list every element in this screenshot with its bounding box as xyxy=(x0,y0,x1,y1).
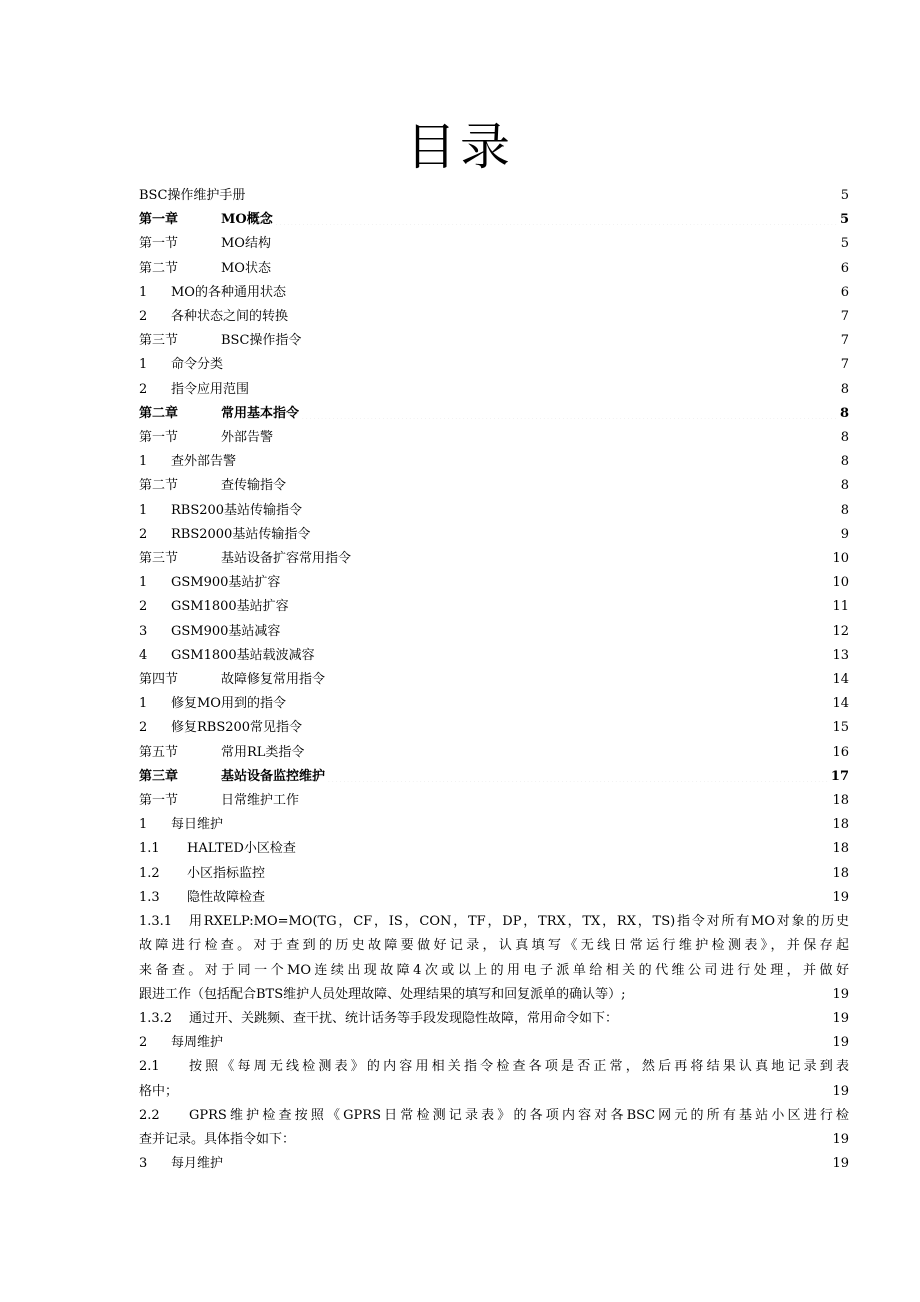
toc-page-number: 19 xyxy=(832,1131,849,1147)
toc-paragraph-text: 故障进行检查。对于查到的历史故障要做好记录，认真填写《无线日常运行维护检测表》，并保存起 xyxy=(139,938,849,954)
toc-page-number: 8 xyxy=(840,454,849,470)
dot-leader xyxy=(290,309,837,322)
toc-entry-number: 2 xyxy=(139,381,148,397)
toc-entry-number: 1 xyxy=(139,357,148,373)
toc-entry[interactable] xyxy=(139,789,849,813)
toc-entry-number: 1.1 xyxy=(139,841,160,857)
dot-leader xyxy=(225,1156,830,1169)
toc-entry[interactable] xyxy=(139,257,849,281)
toc-entry[interactable] xyxy=(139,232,849,256)
toc-page-number: 19 xyxy=(832,1156,849,1172)
toc-page-number: 6 xyxy=(840,284,849,300)
toc-page-number: 5 xyxy=(840,236,849,252)
toc-page-number: 7 xyxy=(840,357,849,373)
toc-page-number: 18 xyxy=(832,817,849,833)
toc-entry-text: 查外部告警 xyxy=(171,454,237,470)
toc-page-number: 10 xyxy=(832,551,849,567)
toc-page-number: 11 xyxy=(832,599,849,615)
toc-entry-text: MO概念 xyxy=(221,212,273,228)
toc-page-number: 8 xyxy=(840,502,849,518)
toc-entry-number: 第三节 xyxy=(139,551,179,567)
dot-leader xyxy=(267,866,830,879)
toc-entry-text: 隐性故障检查 xyxy=(187,889,266,905)
toc-page-number: 19 xyxy=(832,986,849,1002)
toc-entry[interactable] xyxy=(139,644,849,668)
toc-entry[interactable] xyxy=(139,620,849,644)
dot-leader xyxy=(298,841,831,854)
toc-paragraph-line xyxy=(139,934,849,958)
toc-entry-text: GSM1800基站载波减容 xyxy=(171,647,315,663)
dot-leader xyxy=(273,236,837,249)
toc-page-number: 19 xyxy=(832,1083,849,1099)
toc-page-number: 8 xyxy=(840,381,849,397)
dot-leader xyxy=(304,503,837,516)
toc-paragraph-line xyxy=(139,1055,849,1079)
toc-paragraph-last-line xyxy=(139,1128,849,1152)
dot-leader xyxy=(225,357,837,370)
toc-entry-number: 2 xyxy=(139,720,148,736)
toc-entry-number: 1 xyxy=(139,575,148,591)
dot-leader xyxy=(304,720,830,733)
toc-paragraph-text: 通过开、关跳频、查干扰、统计话务等手段发现隐性故障，常用命令如下： xyxy=(189,1010,619,1026)
toc-paragraph-entry[interactable] xyxy=(139,1055,849,1103)
dot-leader xyxy=(297,1132,830,1145)
toc-page-number: 9 xyxy=(840,526,849,542)
toc-page-number: 7 xyxy=(840,333,849,349)
toc-entry-text: 各种状态之间的转换 xyxy=(171,309,289,325)
toc-paragraph-line xyxy=(139,910,849,934)
toc-entry[interactable] xyxy=(139,547,849,571)
dot-leader xyxy=(317,648,831,661)
toc-page-number: 7 xyxy=(840,309,849,325)
toc-title: 目录 xyxy=(406,118,514,176)
toc-entry-text: 查传输指令 xyxy=(221,478,287,494)
toc-entry-number: 第一节 xyxy=(139,793,179,809)
toc-entry-text: BSC操作维护手册 xyxy=(139,188,246,203)
toc-entry-text: 外部告警 xyxy=(221,430,274,446)
toc-entry-number: 2.2 xyxy=(139,1107,160,1123)
dot-leader xyxy=(288,478,837,491)
toc-entry-text: MO状态 xyxy=(221,260,271,276)
toc-entry[interactable] xyxy=(139,402,849,426)
toc-page-number: 13 xyxy=(832,647,849,663)
toc-entry-text: 小区指标监控 xyxy=(187,865,266,881)
toc-paragraph-text: 来备查。对于同一个MO连续出现故障4次或以上的用电子派单给相关的代维公司进行处理，并做好 xyxy=(139,962,849,978)
dot-leader xyxy=(288,285,837,298)
toc-page-number: 16 xyxy=(832,744,849,760)
dot-leader xyxy=(301,793,830,806)
toc-entry-number: 3 xyxy=(139,1156,148,1172)
toc-entry-number: 1.3 xyxy=(139,889,160,905)
toc-paragraph-entry[interactable] xyxy=(139,1104,849,1152)
dot-leader xyxy=(275,430,837,443)
toc-entry[interactable] xyxy=(139,353,849,377)
toc-entry[interactable] xyxy=(139,741,849,765)
toc-entry-number: 1 xyxy=(139,284,148,300)
toc-entry-number: 1.3.1 xyxy=(139,914,173,930)
toc-entry-number: 第二节 xyxy=(139,478,179,494)
toc-entry[interactable] xyxy=(139,837,849,861)
toc-entry[interactable] xyxy=(139,668,849,692)
dot-leader xyxy=(251,382,837,395)
toc-entry[interactable] xyxy=(139,305,849,329)
toc-entry-number: 2 xyxy=(139,526,148,542)
toc-entry[interactable] xyxy=(139,208,849,232)
dot-leader xyxy=(282,624,830,637)
dot-leader xyxy=(267,890,830,903)
toc-entry-text: RBS200基站传输指令 xyxy=(171,502,303,518)
dot-leader xyxy=(282,575,830,588)
toc-paragraph-text: GPRS维护检查按照《GPRS日常检测记录表》的各项内容对各BSC网元的所有基站小区进行检 xyxy=(189,1107,849,1123)
toc-entry-number: 第四节 xyxy=(139,672,179,688)
dot-leader xyxy=(180,1084,830,1097)
toc-entry[interactable] xyxy=(139,886,849,910)
toc-entry-number: 第一章 xyxy=(139,212,179,228)
toc-entry-text: 日常维护工作 xyxy=(221,793,300,809)
toc-entry-text: 指令应用范围 xyxy=(171,381,250,397)
toc-entry-text: HALTED小区检查 xyxy=(187,841,296,857)
toc-paragraph-last-line xyxy=(139,1007,849,1031)
toc-page-number: 18 xyxy=(832,793,849,809)
toc-entry-number: 1 xyxy=(139,817,148,833)
toc-entry-text: 修复MO用到的指令 xyxy=(171,696,286,712)
toc-entry-text: 每周维护 xyxy=(171,1035,224,1051)
toc-entry-number: 3 xyxy=(139,623,148,639)
toc-entry-number: 2 xyxy=(139,309,148,325)
toc-entry-number: 第一节 xyxy=(139,236,179,252)
dot-leader xyxy=(628,987,831,1000)
toc-entry-text: RBS2000基站传输指令 xyxy=(171,526,311,542)
toc-entry[interactable] xyxy=(139,595,849,619)
toc-entry-text: 修复RBS200常见指令 xyxy=(171,720,303,736)
dot-leader xyxy=(620,1011,830,1024)
dot-leader xyxy=(288,696,830,709)
dot-leader xyxy=(291,599,831,612)
toc-entry-number: 1 xyxy=(139,454,148,470)
toc-entry-text: 基站设备扩容常用指令 xyxy=(221,551,352,567)
toc-entry-number: 1.2 xyxy=(139,865,160,881)
toc-entry[interactable] xyxy=(139,378,849,402)
dot-leader xyxy=(225,817,830,830)
toc-page-number: 8 xyxy=(840,430,849,446)
toc-entry-text: 每月维护 xyxy=(171,1156,224,1172)
toc-entry-number: 第三节 xyxy=(139,333,179,349)
toc-page-number: 19 xyxy=(832,1010,849,1026)
toc-entry-text: BSC操作指令 xyxy=(221,333,302,349)
toc-entry[interactable] xyxy=(139,426,849,450)
toc-page-number: 17 xyxy=(830,768,849,784)
dot-leader xyxy=(306,745,830,758)
dot-leader xyxy=(238,454,837,467)
toc-entry-text: GSM900基站减容 xyxy=(171,623,281,639)
toc-entry-number: 1 xyxy=(139,696,148,712)
toc-entry[interactable] xyxy=(139,450,849,474)
toc-paragraph-text: 按照《每周无线检测表》的内容用相关指令检查各项是否正常，然后再将结果认真地记录到表 xyxy=(189,1059,849,1075)
toc-entry[interactable] xyxy=(139,571,849,595)
toc-entry-text: GSM900基站扩容 xyxy=(171,575,281,591)
toc-entry[interactable] xyxy=(139,281,849,305)
toc-entry-number: 2 xyxy=(139,599,148,615)
toc-entry-text: 常用基本指令 xyxy=(221,405,300,421)
toc-entry[interactable] xyxy=(139,1152,849,1176)
dot-leader xyxy=(275,212,837,225)
toc-entry-number: 4 xyxy=(139,647,148,663)
toc-page-number: 19 xyxy=(832,889,849,905)
toc-paragraph-line xyxy=(139,1104,849,1128)
toc-entry[interactable] xyxy=(139,765,849,789)
toc-paragraph-text: 格中； xyxy=(139,1083,179,1099)
toc-entry-text: 故障修复常用指令 xyxy=(221,672,326,688)
toc-entry-number: 1.3.2 xyxy=(139,1010,173,1026)
toc-page-number: 6 xyxy=(840,260,849,276)
toc-paragraph-line xyxy=(139,959,849,983)
toc-page-number: 5 xyxy=(840,188,849,203)
toc-entry[interactable] xyxy=(139,499,849,523)
toc-entry-number: 第五节 xyxy=(139,744,179,760)
toc-entry-text: 基站设备监控维护 xyxy=(221,768,326,784)
toc-entry-number: 1 xyxy=(139,502,148,518)
toc-paragraph-last-line xyxy=(139,983,849,1007)
toc-entry[interactable] xyxy=(139,523,849,547)
toc-entry-number: 2 xyxy=(139,1035,148,1051)
toc-entry-text: GSM1800基站扩容 xyxy=(171,599,289,615)
table-of-contents xyxy=(139,184,849,1176)
dot-leader xyxy=(301,406,837,419)
toc-page-number: 18 xyxy=(832,841,849,857)
toc-entry-number: 第二章 xyxy=(139,405,179,421)
toc-paragraph-last-line xyxy=(139,1080,849,1104)
dot-leader xyxy=(327,672,830,685)
toc-entry[interactable] xyxy=(139,474,849,498)
dot-leader xyxy=(247,188,837,201)
toc-paragraph-entry[interactable] xyxy=(139,910,849,1007)
toc-page-number: 18 xyxy=(832,865,849,881)
toc-paragraph-text: 查并记录。具体指令如下： xyxy=(139,1131,296,1147)
toc-page-number: 10 xyxy=(832,575,849,591)
dot-leader xyxy=(303,333,837,346)
toc-entry[interactable] xyxy=(139,813,849,837)
toc-entry-text: MO结构 xyxy=(221,236,271,252)
toc-entry[interactable] xyxy=(139,862,849,886)
toc-paragraph-text: 用RXELP:MO=MO(TG，CF，IS，CON，TF，DP，TRX，TX，RX，TS)指令对所有MO对象的历史 xyxy=(189,914,849,930)
toc-entry[interactable] xyxy=(139,184,849,208)
toc-entry-text: 每日维护 xyxy=(171,817,224,833)
toc-entry-number: 第三章 xyxy=(139,768,179,784)
toc-page-number: 5 xyxy=(839,212,849,228)
toc-page-number: 15 xyxy=(832,720,849,736)
toc-entry[interactable] xyxy=(139,692,849,716)
toc-entry-text: MO的各种通用状态 xyxy=(171,284,286,300)
toc-entry-number: 第一节 xyxy=(139,430,179,446)
toc-page-number: 8 xyxy=(840,478,849,494)
toc-entry-text: 常用RL类指令 xyxy=(221,744,305,760)
dot-leader xyxy=(327,769,829,782)
dot-leader xyxy=(225,1035,830,1048)
toc-paragraph-entry[interactable] xyxy=(139,1007,849,1031)
toc-entry[interactable] xyxy=(139,329,849,353)
toc-entry-number: 第二节 xyxy=(139,260,179,276)
toc-page-number: 8 xyxy=(839,405,849,421)
toc-page-number: 19 xyxy=(832,1035,849,1051)
toc-paragraph-text: 跟进工作（包括配合BTS维护人员处理故障、处理结果的填写和回复派单的确认等）; xyxy=(139,986,626,1002)
toc-entry[interactable] xyxy=(139,716,849,740)
toc-page-number: 12 xyxy=(832,623,849,639)
toc-entry[interactable] xyxy=(139,1031,849,1055)
toc-page-number: 14 xyxy=(832,696,849,712)
toc-page-number: 14 xyxy=(832,672,849,688)
dot-leader xyxy=(312,527,837,540)
dot-leader xyxy=(273,261,837,274)
dot-leader xyxy=(353,551,830,564)
toc-entry-text: 命令分类 xyxy=(171,357,224,373)
toc-entry-number: 2.1 xyxy=(139,1059,160,1075)
